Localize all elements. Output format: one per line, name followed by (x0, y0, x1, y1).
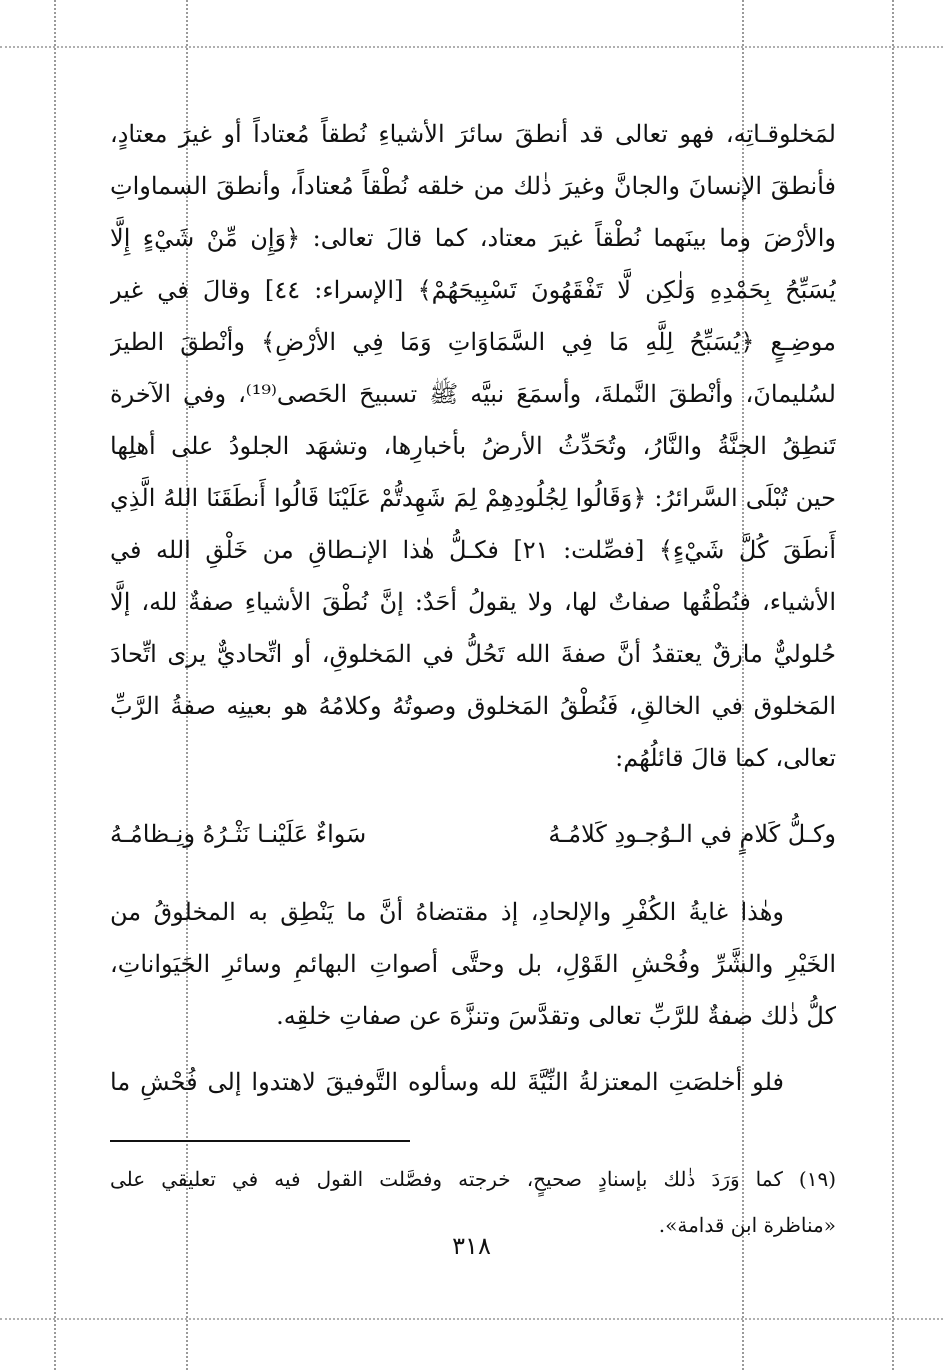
text-line: لمَخلوقـاتِه، فهو تعالى قد أنطقَ سائرَ الأشياءِ نُطقاً مُعتاداً أو غيرَ معتادٍ، (110, 120, 836, 148)
text-line: يُسَبِّحُ بِحَمْدِهِ وَلٰكِن لَّا تَفْقَهُونَ تَسْبِيحَهُمْ﴾ [الإسراء: ٤٤] وقالَ في غير (110, 276, 836, 304)
text-line: فأنطقَ الإنسانَ والجانَّ وغيرَ ذٰلك من خلقه نُطْقاً مُعتاداً، وأنطقَ السماواتِ (110, 172, 836, 200)
text-line: الأشياء، فنُطْقُها صفاتٌ لها، ولا يقولُ أحَدٌ: إنَّ نُطْقَ الأشياءِ صفةٌ لله، إلَّا (110, 588, 836, 616)
text-line: الخَيْرِ والشَّرِّ وفُحْشِ القَوْلِ، بل وحتَّى أصواتِ البهائمِ وسائرِ الحَيَواناتِ، (110, 950, 836, 978)
dotted-guide-right (892, 0, 894, 1370)
footnote-line: (١٩) كما وَرَدَ ذٰلك بإسنادٍ صحيحٍ، خرجته وفصَّلت القول فيه في تعليقي على (110, 1167, 836, 1191)
text-line: تعالى، كما قالَ قائلُهُم: (615, 744, 836, 772)
page-number: ٣١٨ (452, 1232, 491, 1260)
verse-left-hemistich: سَواءٌ عَلَيْنـا نَثْـرُهُ ونِـظامُـهُ (110, 820, 367, 848)
text-line: وهٰذا غايةُ الكُفْرِ والإلحادِ، إذ مقتضاهُ أنَّ ما يَنْطِق به المخلوقُ من (110, 898, 784, 926)
text-line: كلُّ ذٰلك صفةٌ للرَّبِّ تعالى وتقدَّسَ وتنزَّهَ عن صفاتِ خلقِه. (276, 1002, 836, 1030)
dotted-guide-top (0, 46, 943, 48)
dotted-guide-bottom (0, 1318, 943, 1320)
page-body (110, 108, 836, 1248)
text-line: حين تُبْلَى السَّرائرُ: ﴿وَقَالُوا لِجُلُودِهِمْ لِمَ شَهِدتُّمْ عَلَيْنَا قَالُوا أَنطَقَنَا اللهُ الَّذِي (110, 484, 836, 512)
dotted-guide-left (54, 0, 56, 1370)
text-line: فلو أخلصَتِ المعتزلةُ النِّيَّةَ لله وسألوه التَّوفيقَ لاهتدوا إلى فُحْشِ ما (110, 1068, 784, 1096)
text-line: لسُليمانَ، وأنْطقَ النَّملةَ، وأسمَعَ نبيَّه ﷺ تسبيحَ الحَصى⁽¹⁹⁾، وفي الآخرة (110, 380, 836, 408)
text-line: حُلوليٌّ مارقٌ يعتقدُ أنَّ صفةَ الله تَحُلُّ في المَخلوقِ، أو اتِّحاديٌّ يرى اتِّحادَ (110, 640, 836, 668)
text-line: المَخلوق في الخالقِ، فَنُطْقُ المَخلوق وصوتُهُ وكلامُهُ هو بعينِه صفةُ الرَّبِّ (110, 692, 836, 720)
text-line: تَنطِقُ الجنَّةُ والنَّارُ، وتُحَدِّثُ الأرضُ بأخبارِها، وتشهَد الجلودُ على أهلِها (110, 432, 836, 460)
verse-right-hemistich: وكـلُّ كَلامٍ في الـوُجـودِ كَلامُـهُ (548, 820, 836, 848)
text-line: موضِـعٍ ﴿يُسَبِّحُ لِلَّهِ مَا فِي السَّمَاوَاتِ وَمَا فِي الأرْضِ﴾ وأنْطقَ الطيرَ (110, 328, 836, 356)
poetry-verse (110, 804, 836, 864)
footnote-line: «مناظرة ابن قدامة». (658, 1213, 836, 1237)
text-line: أَنطَقَ كُلَّ شَيْءٍ﴾ [فصِّلت: ٢١] فكـلُّ هٰذا الإنـطاقِ من خَلْقِ الله في (110, 536, 836, 564)
text-line: والأرْضَ وما بينَهما نُطْقاً غيرَ معتاد، كما قالَ تعالى: ﴿وَإِن مِّنْ شَيْءٍ إِلَّا (110, 224, 836, 252)
